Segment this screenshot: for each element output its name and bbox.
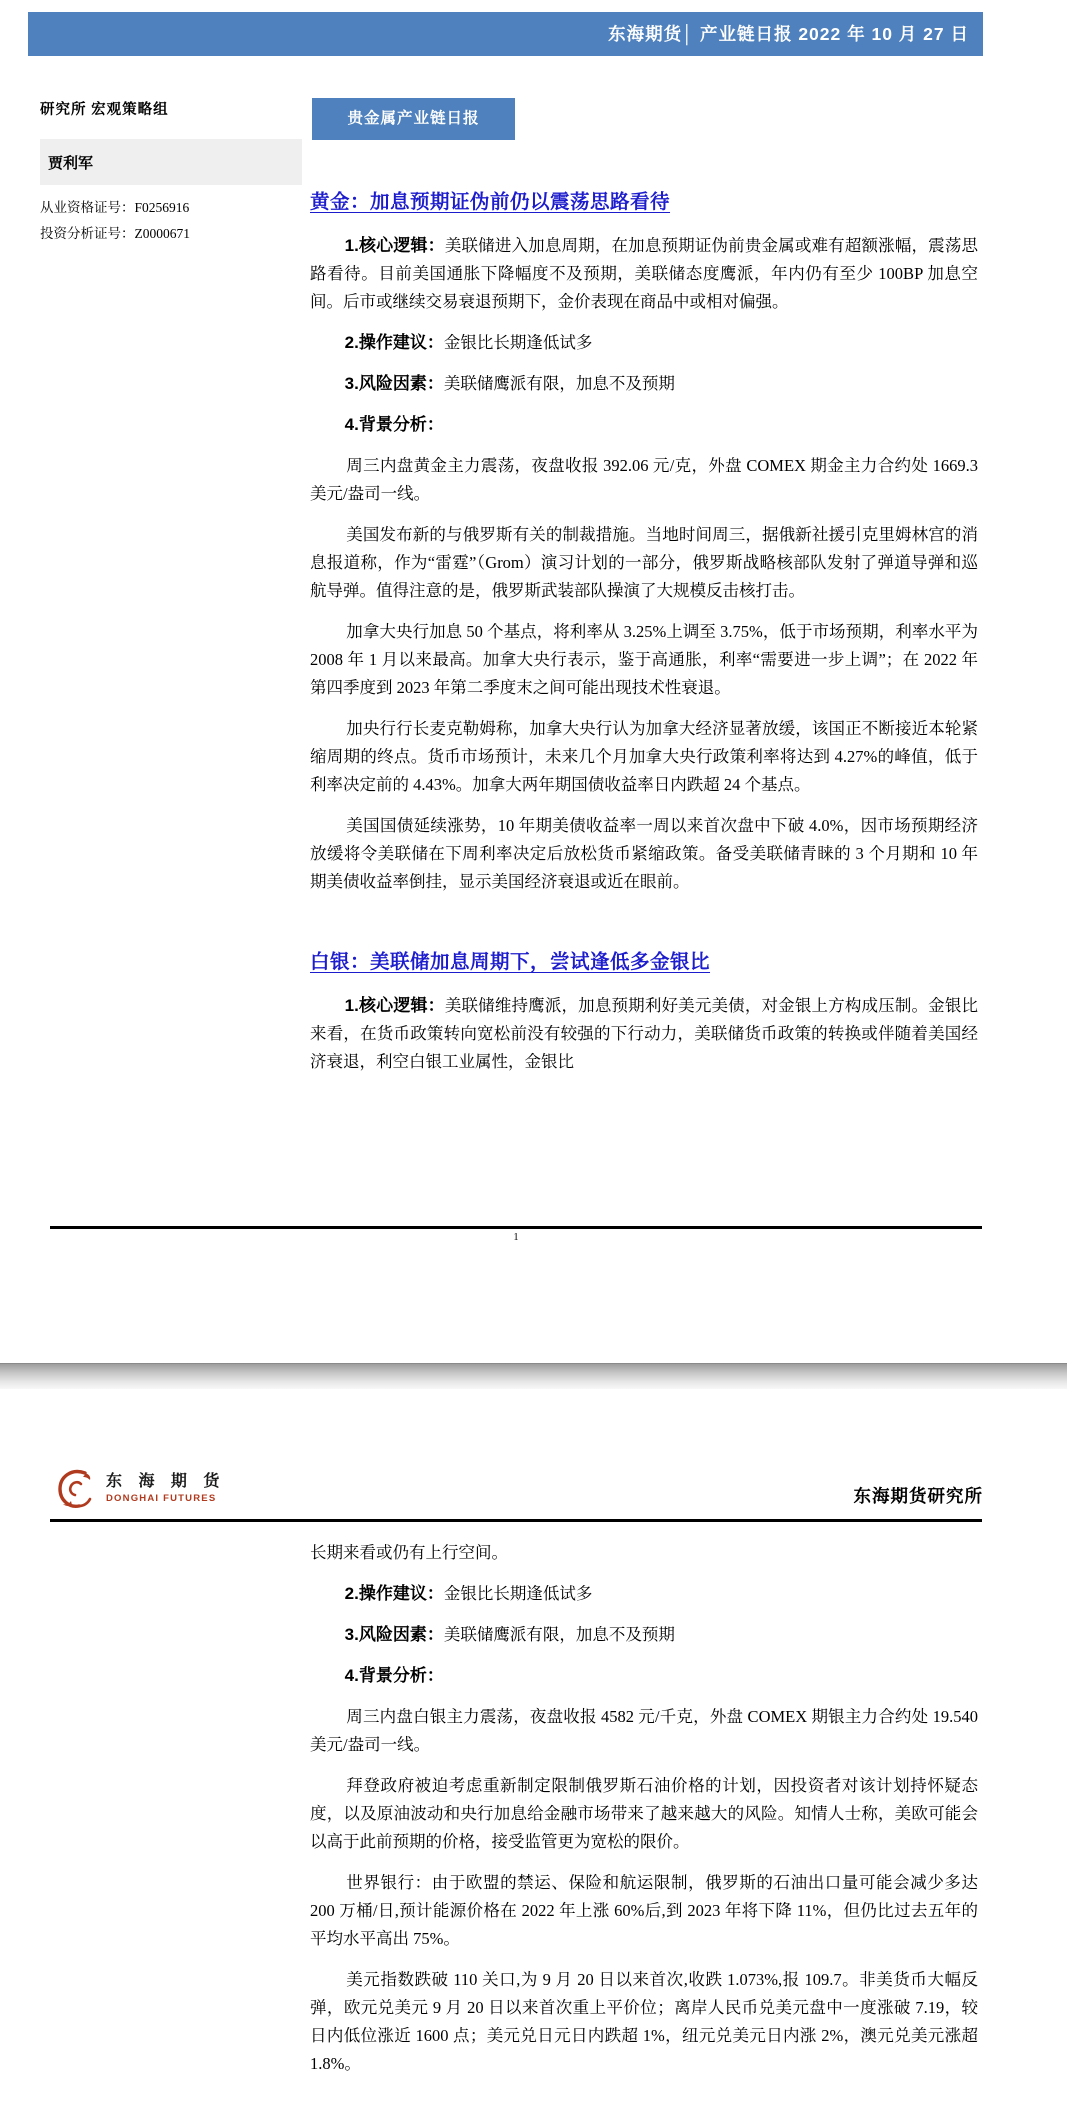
silver-core-logic-item — [310, 992, 978, 1076]
page1-footer-rule — [50, 1226, 982, 1243]
page1-body-column — [310, 188, 978, 1089]
gold-paragraph: 美国发布新的与俄罗斯有关的制裁措施。当地时间周三，据俄新社援引克里姆林宫的消息报道称，作为“雷霆”（Grom）演习计划的一部分，俄罗斯战略核部队发射了弹道导弹和巡航导弹。值得注意的是，俄罗斯武装部队操演了大规模反击核打击。 — [310, 525, 978, 600]
research-team-label: 研究所 宏观策略组 — [40, 102, 169, 118]
silver-advice-item — [310, 1580, 978, 1608]
donghai-futures-logo — [55, 1465, 225, 1513]
silver-paragraph: 美元指数跌破 110 关口,为 9 月 20 日以来首次,收跌 1.073%,报 109.7。非美货币大幅反弹，欧元兑美元 9 月 20 日以来首次重上平价位；离岸人民币兑美元盘中一度涨破 7.19，较日内低位涨近 1600 点；美元兑日元日内跌超 1%，纽元兑美元日内涨 2%，澳元兑美元涨超 1.8%。 — [310, 1970, 978, 2073]
gold-risk-label: 3.风险因素： — [344, 374, 444, 393]
gold-core-logic-text: 美联储进入加息周期，在加息预期证伪前贵金属或难有超额涨幅，震荡思路看待。目前美国通胀下降幅度不及预期，美联储态度鹰派，年内仍有至少 100BP 加息空间。后市或继续交易衰退预期下，金价表现在商品中或相对偏强。 — [310, 236, 978, 311]
research-institute-name: 东海期货研究所 — [853, 1486, 983, 1506]
silver-paragraph: 周三内盘白银主力震荡，夜盘收报 4582 元/千克，外盘 COMEX 期银主力合约处 19.540 美元/盎司一线。 — [310, 1707, 978, 1754]
gold-advice-label: 2.操作建议： — [344, 333, 444, 352]
silver-risk-label: 3.风险因素： — [344, 1625, 444, 1644]
gold-background-label: 4.背景分析： — [344, 415, 444, 434]
gold-paragraph: 加央行行长麦克勒姆称，加拿大央行认为加拿大经济显著放缓，该国正不断接近本轮紧缩周期的终点。货币市场预计，未来几个月加拿大央行政策利率将达到 4.27%的峰值，低于利率决定前的 4.43%。加拿大两年期国债收益率日内跌超 24 个基点。 — [310, 719, 978, 794]
silver-section-heading-link[interactable]: 白银：美联储加息周期下，尝试逢低多金银比 — [310, 951, 711, 973]
page-gap-separator — [0, 1363, 1067, 1389]
silver-paragraph: 拜登政府被迫考虑重新制定限制俄罗斯石油价格的计划，因投资者对该计划持怀疑态度，以及原油波动和央行加息给金融市场带来了越来越大的风险。知情人士称，美欧可能会以高于此前预期的价格，接受监管更为宽松的限价。 — [310, 1776, 978, 1851]
report-header-bar — [28, 12, 983, 56]
gold-background-item — [310, 411, 978, 439]
page-number: 1 — [513, 1232, 519, 1243]
dragon-logo-icon — [55, 1465, 97, 1513]
silver-risk-item — [310, 1621, 978, 1649]
practice-cert-number: 从业资格证号：F0256916 — [40, 200, 190, 215]
report-page-2 — [0, 1389, 1067, 2127]
gold-risk-text: 美联储鹰派有限，加息不及预期 — [443, 374, 675, 393]
silver-background-item — [310, 1662, 978, 1690]
silver-paragraph: 世界银行：由于欧盟的禁运、保险和航运限制，俄罗斯的石油出口量可能会减少多达 200 万桶/日,预计能源价格在 2022 年上涨 60%后,到 2023 年将下降 11%，但仍比过去五年的平均水平高出 75%。 — [310, 1873, 978, 1948]
investment-cert-number: 投资分析证号：Z0000671 — [40, 226, 190, 241]
silver-advice-label: 2.操作建议： — [344, 1584, 444, 1603]
silver-core-logic-text: 美联储维持鹰派，加息预期利好美元美债，对金银上方构成压制。金银比来看，在货币政策转向宽松前没有较强的下行动力，美联储货币政策的转换或伴随着美国经济衰退，利空白银工业属性，金银比 — [310, 996, 978, 1071]
logo-text-block — [106, 1472, 225, 1506]
silver-risk-text: 美联储鹰派有限，加息不及预期 — [443, 1625, 675, 1644]
gold-paragraph: 周三内盘黄金主力震荡，夜盘收报 392.06 元/克，外盘 COMEX 期金主力合约处 1669.3 美元/盎司一线。 — [310, 456, 978, 503]
page2-header-rule — [50, 1519, 982, 1522]
gold-core-logic-item — [310, 232, 978, 316]
silver-background-label: 4.背景分析： — [344, 1666, 444, 1685]
gold-advice-text: 金银比长期逢低试多 — [443, 333, 593, 352]
page2-body-column — [310, 1539, 978, 2091]
report-header-title: 东海期货│ 产业链日报 2022 年 10 月 27 日 — [608, 24, 969, 44]
gold-paragraph: 美国国债延续涨势，10 年期美债收益率一周以来首次盘中下破 4.0%，因市场预期经济放缓将令美联储在下周利率决定后放松货币紧缩政策。备受美联储青睐的 3 个月期和 10 年期美债收益率倒挂，显示美国经济衰退或近在眼前。 — [310, 816, 978, 891]
gold-paragraph: 加拿大央行加息 50 个基点，将利率从 3.25%上调至 3.75%，低于市场预期，利率水平为 2008 年 1 月以来最高。加拿大央行表示，鉴于高通胀，利率“需要进一步上调”；在 2022 年第四季度到 2023 年第二季度末之间可能出现技术性衰退。 — [310, 622, 978, 697]
silver-advice-text: 金银比长期逢低试多 — [443, 1584, 593, 1603]
analyst-sidebar — [40, 98, 302, 247]
logo-company-name-cn: 东 海 期 货 — [106, 1473, 226, 1490]
analyst-name: 贾利军 — [48, 156, 94, 172]
logo-company-name-en: DONGHAI FUTURES — [106, 1493, 217, 1504]
analyst-name-box — [40, 139, 302, 185]
analyst-certificates — [40, 195, 302, 247]
gold-advice-item — [310, 329, 978, 357]
silver-core-logic-label: 1.核心逻辑： — [344, 996, 445, 1015]
gold-risk-item — [310, 370, 978, 398]
gold-core-logic-label: 1.核心逻辑： — [344, 236, 445, 255]
report-title-badge: 贵金属产业链日报 — [312, 98, 515, 140]
silver-continuation-text: 长期来看或仍有上行空间。 — [310, 1543, 508, 1562]
gold-section-heading-link[interactable]: 黄金：加息预期证伪前仍以震荡思路看待 — [310, 191, 671, 213]
